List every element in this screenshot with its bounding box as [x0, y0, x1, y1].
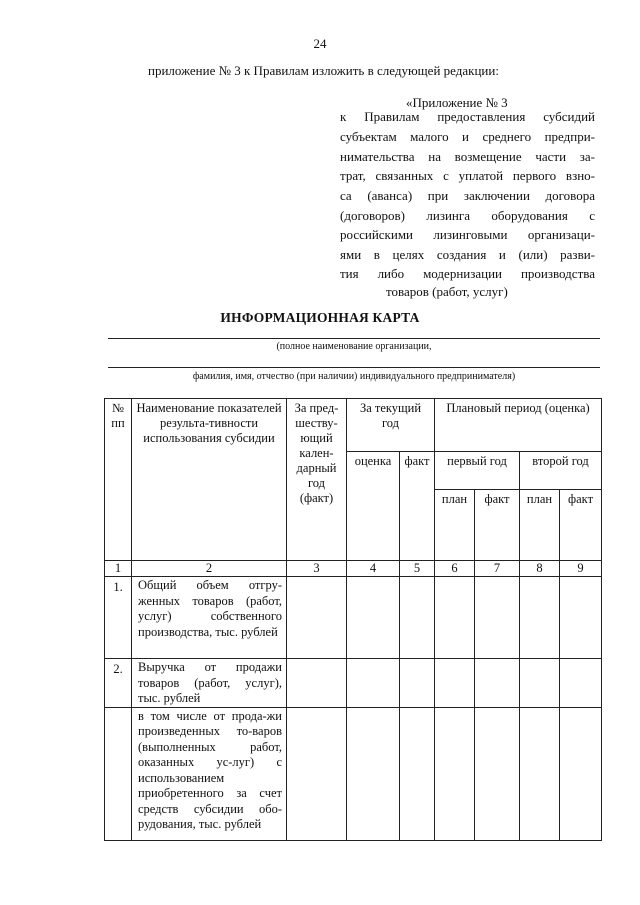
appendix-line: субъектам малого и среднего предпри- [340, 129, 595, 144]
column-number: 8 [520, 561, 560, 577]
appendix-line: к Правилам предоставления субсидий [340, 109, 595, 124]
table-row [105, 659, 602, 708]
value-cell [287, 577, 347, 659]
header-indicator: Наименование показателей результа-тивности использования субсидии [132, 399, 287, 561]
value-cell [347, 577, 400, 659]
column-number: 2 [132, 561, 287, 577]
value-cell [435, 707, 475, 840]
row-indicator: Выручка от продажи товаров (работ, услуг), тыс. рублей [132, 659, 287, 708]
value-cell [520, 707, 560, 840]
intro-text: приложение № 3 к Правилам изложить в следующей редакции: [148, 63, 499, 78]
org-name-line [108, 338, 600, 339]
appendix-line: трат, связанных с уплатой первого взно- [340, 168, 595, 183]
header-prev-year: За пред-шеству-ющий кален-дарный год (факт) [287, 399, 347, 561]
appendix-line: тия либо модернизации производства [340, 266, 595, 281]
value-cell [475, 707, 520, 840]
row-number [105, 707, 132, 840]
row-number: 2. [105, 659, 132, 708]
column-number: 7 [475, 561, 520, 577]
appendix-line: ями в целях создания и (или) разви- [340, 247, 595, 262]
header-plan: план [435, 490, 475, 561]
row-number: 1. [105, 577, 132, 659]
person-name-caption: фамилия, имя, отчество (при наличии) индивидуального предпринимателя) [192, 371, 516, 382]
column-number: 9 [560, 561, 602, 577]
value-cell [400, 707, 435, 840]
header-fact-second: факт [560, 490, 602, 561]
header-fact-first: факт [475, 490, 520, 561]
column-number: 6 [435, 561, 475, 577]
header-first-year: первый год [435, 452, 520, 490]
appendix-heading: «Приложение № 3 [406, 95, 508, 110]
header-estimate: оценка [347, 452, 400, 561]
document-title: ИНФОРМАЦИОННАЯ КАРТА [220, 310, 420, 325]
value-cell [287, 707, 347, 840]
appendix-line: са (аванса) при заключении договора [340, 188, 595, 203]
column-number: 4 [347, 561, 400, 577]
header-current-year: За текущий год [347, 399, 435, 452]
column-number: 1 [105, 561, 132, 577]
row-indicator: Общий объем отгру-женных товаров (работ, услуг) собственного производства, тыс. рублей [132, 577, 287, 659]
appendix-last-line: товаров (работ, услуг) [386, 284, 508, 299]
header-plan: план [520, 490, 560, 561]
information-table [104, 398, 602, 841]
appendix-line: нимательства на возмещение части за- [340, 149, 595, 164]
value-cell [435, 659, 475, 708]
value-cell [347, 707, 400, 840]
value-cell [475, 659, 520, 708]
value-cell [400, 577, 435, 659]
header-num: № пп [105, 399, 132, 561]
column-number: 5 [400, 561, 435, 577]
appendix-line: российскими лизинговыми организаци- [340, 227, 595, 242]
value-cell [347, 659, 400, 708]
value-cell [560, 659, 602, 708]
header-second-year: второй год [520, 452, 602, 490]
value-cell [287, 659, 347, 708]
column-number: 3 [287, 561, 347, 577]
table-row [105, 707, 602, 840]
appendix-line: (договоров) лизинга оборудования с [340, 208, 595, 223]
value-cell [520, 659, 560, 708]
header-plan-period: Плановый период (оценка) [435, 399, 602, 452]
row-indicator: в том числе от прода-жи произведенных то-варов (выполненных работ, оказанных ус-луг) с использованием приобретенного за счет средств субсидии обо-рудования, тыс. рублей [132, 707, 287, 840]
header-fact: факт [400, 452, 435, 561]
value-cell [560, 707, 602, 840]
page-number: 24 [313, 36, 327, 51]
value-cell [520, 577, 560, 659]
value-cell [400, 659, 435, 708]
person-name-line [108, 367, 600, 368]
value-cell [475, 577, 520, 659]
value-cell [435, 577, 475, 659]
org-name-caption: (полное наименование организации, [276, 341, 432, 352]
table-row [105, 577, 602, 659]
value-cell [560, 577, 602, 659]
